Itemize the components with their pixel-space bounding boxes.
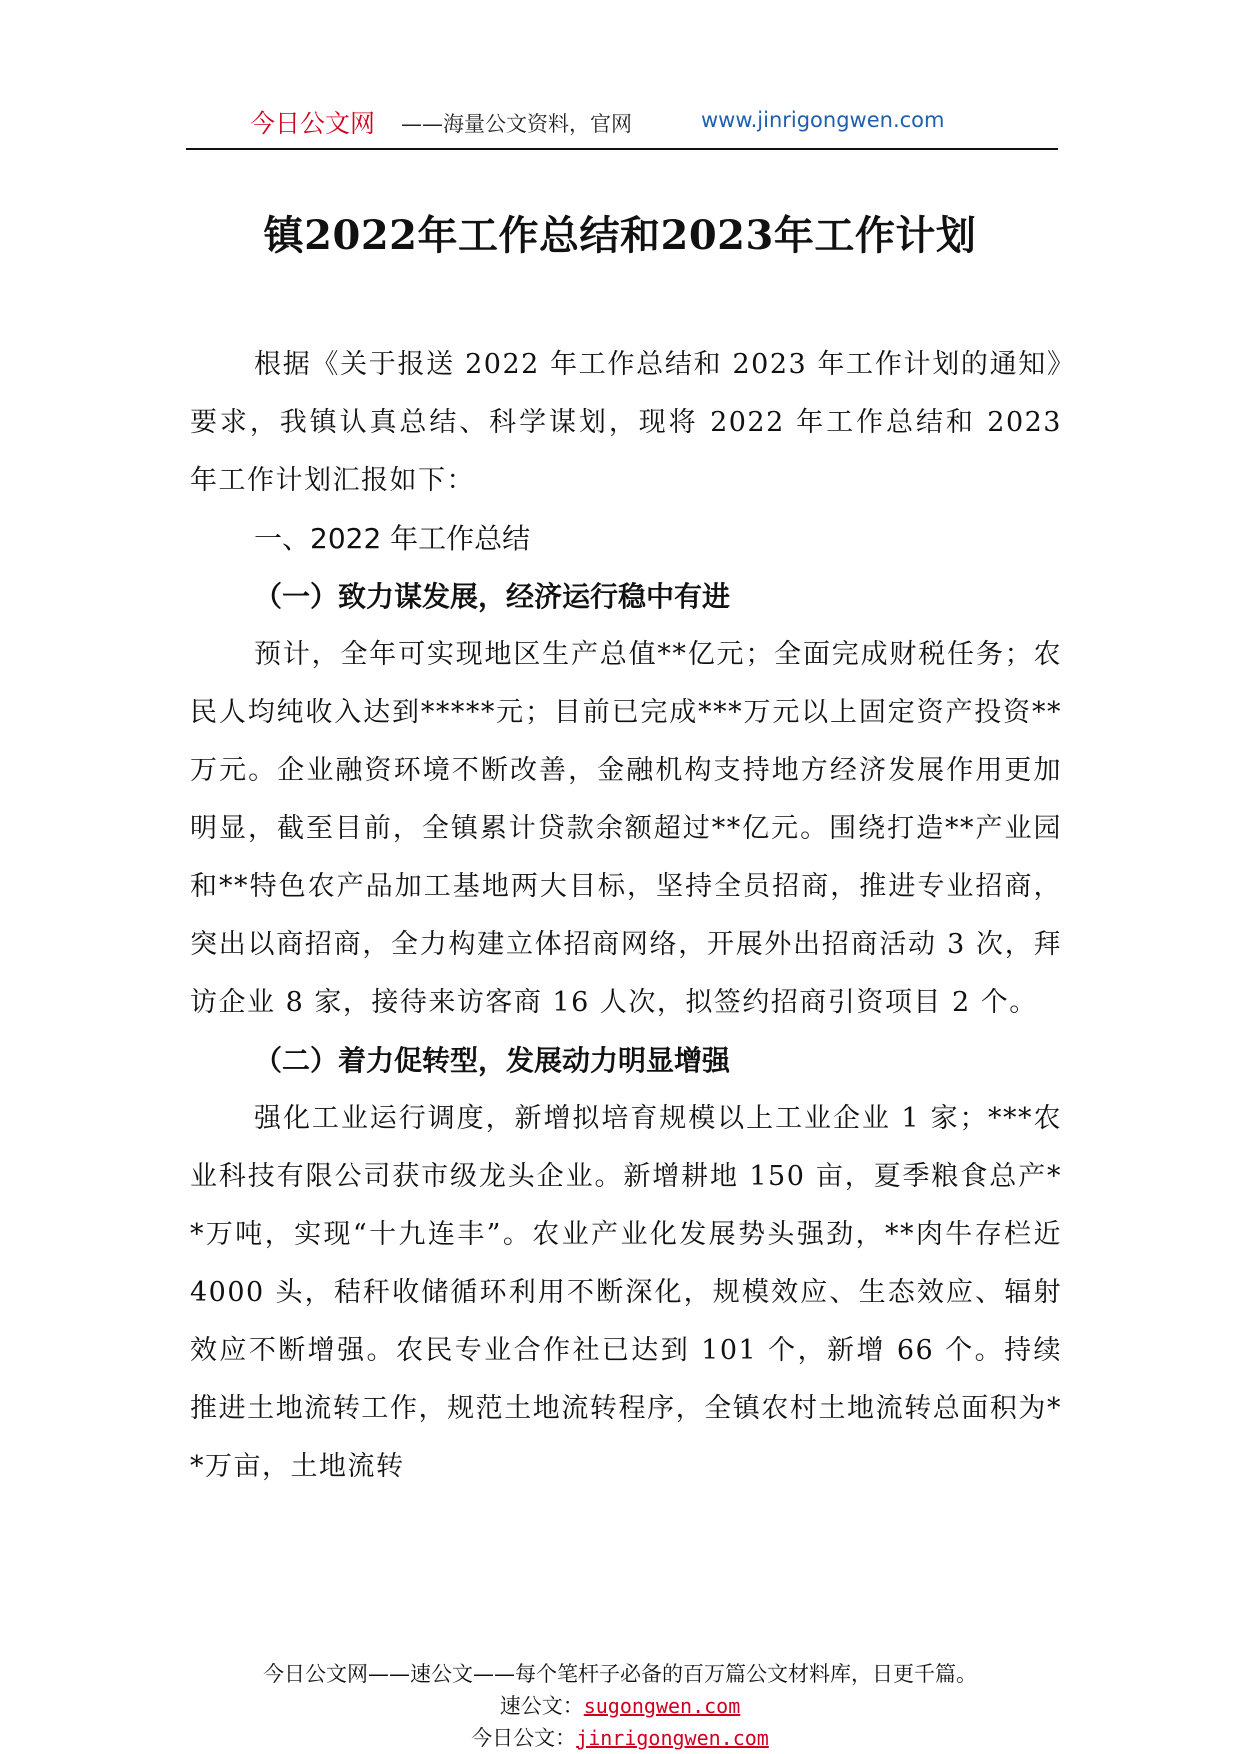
document-title: 镇2022年工作总结和2023年工作计划 — [263, 212, 977, 259]
footer-jinrigongwen — [150, 1722, 1090, 1754]
intro-paragraph: 根据《关于报送 2022 年工作总结和 2023 年工作计划的通知》要求，我镇认真总结、科学谋划，现将 2022 年工作总结和 2023 年工作计划汇报如下： — [190, 349, 1062, 496]
subsection-body-1: 预计，全年可实现地区生产总值**亿元；全面完成财税任务；农民人均纯收入达到*****元；目前已完成***万元以上固定资产投资**万元。企业融资环境不断改善，金融机构支持地方经济发展作用更加明显，截至目前，全镇累计贷款余额超过**亿元。围绕打造**产业园和**特色农产品加工基地两大目标，坚持全员招商，推进专业招商，突出以商招商，全力构建立体招商网络，开展外出招商活动 3 次，拜访企业 8 家，接待来访客商 16 人次，拟签约招商引资项目 2 个。 — [190, 639, 1062, 1018]
footer-sugongwen-link[interactable]: sugongwen.com — [583, 1694, 741, 1718]
site-brand: 今日公文网 — [250, 109, 376, 138]
subsection-heading-1: （一）致力谋发展，经济运行稳中有进 — [254, 580, 731, 613]
footer-jinrigongwen-label: 今日公文： — [471, 1726, 577, 1750]
site-url-link[interactable]: www.jinrigongwen.com — [701, 108, 945, 132]
document-body — [190, 336, 1062, 1496]
header-divider — [186, 148, 1058, 150]
footer-sugongwen-label: 速公文： — [499, 1694, 584, 1718]
subsection-heading-2: （二）着力促转型，发展动力明显增强 — [254, 1044, 731, 1077]
site-tagline: ——海量公文资料，官网 — [401, 112, 632, 136]
footer-jinrigongwen-link[interactable]: jinrigongwen.com — [576, 1726, 769, 1750]
page-footer — [150, 1658, 1090, 1754]
section-heading: 一、2022 年工作总结 — [254, 522, 531, 555]
footer-sugongwen — [150, 1690, 1090, 1722]
subsection-body-2: 强化工业运行调度，新增拟培育规模以上工业企业 1 家；***农业科技有限公司获市级龙头企业。新增耕地 150 亩，夏季粮食总产**万吨，实现“十九连丰”。农业产业化发展势头强劲，**肉牛存栏近 4000 头，秸秆收储循环利用不断深化，规模效应、生态效应、辐射效应不断增强。农民专业合作社已达到 101 个，新增 66 个。持续推进土地流转工作，规范土地流转程序，全镇农村土地流转总面积为**万亩，土地流转 — [190, 1103, 1062, 1482]
page-header — [186, 104, 1058, 148]
footer-slogan: 今日公文网——速公文——每个笔杆子必备的百万篇公文材料库，日更千篇。 — [263, 1662, 977, 1686]
